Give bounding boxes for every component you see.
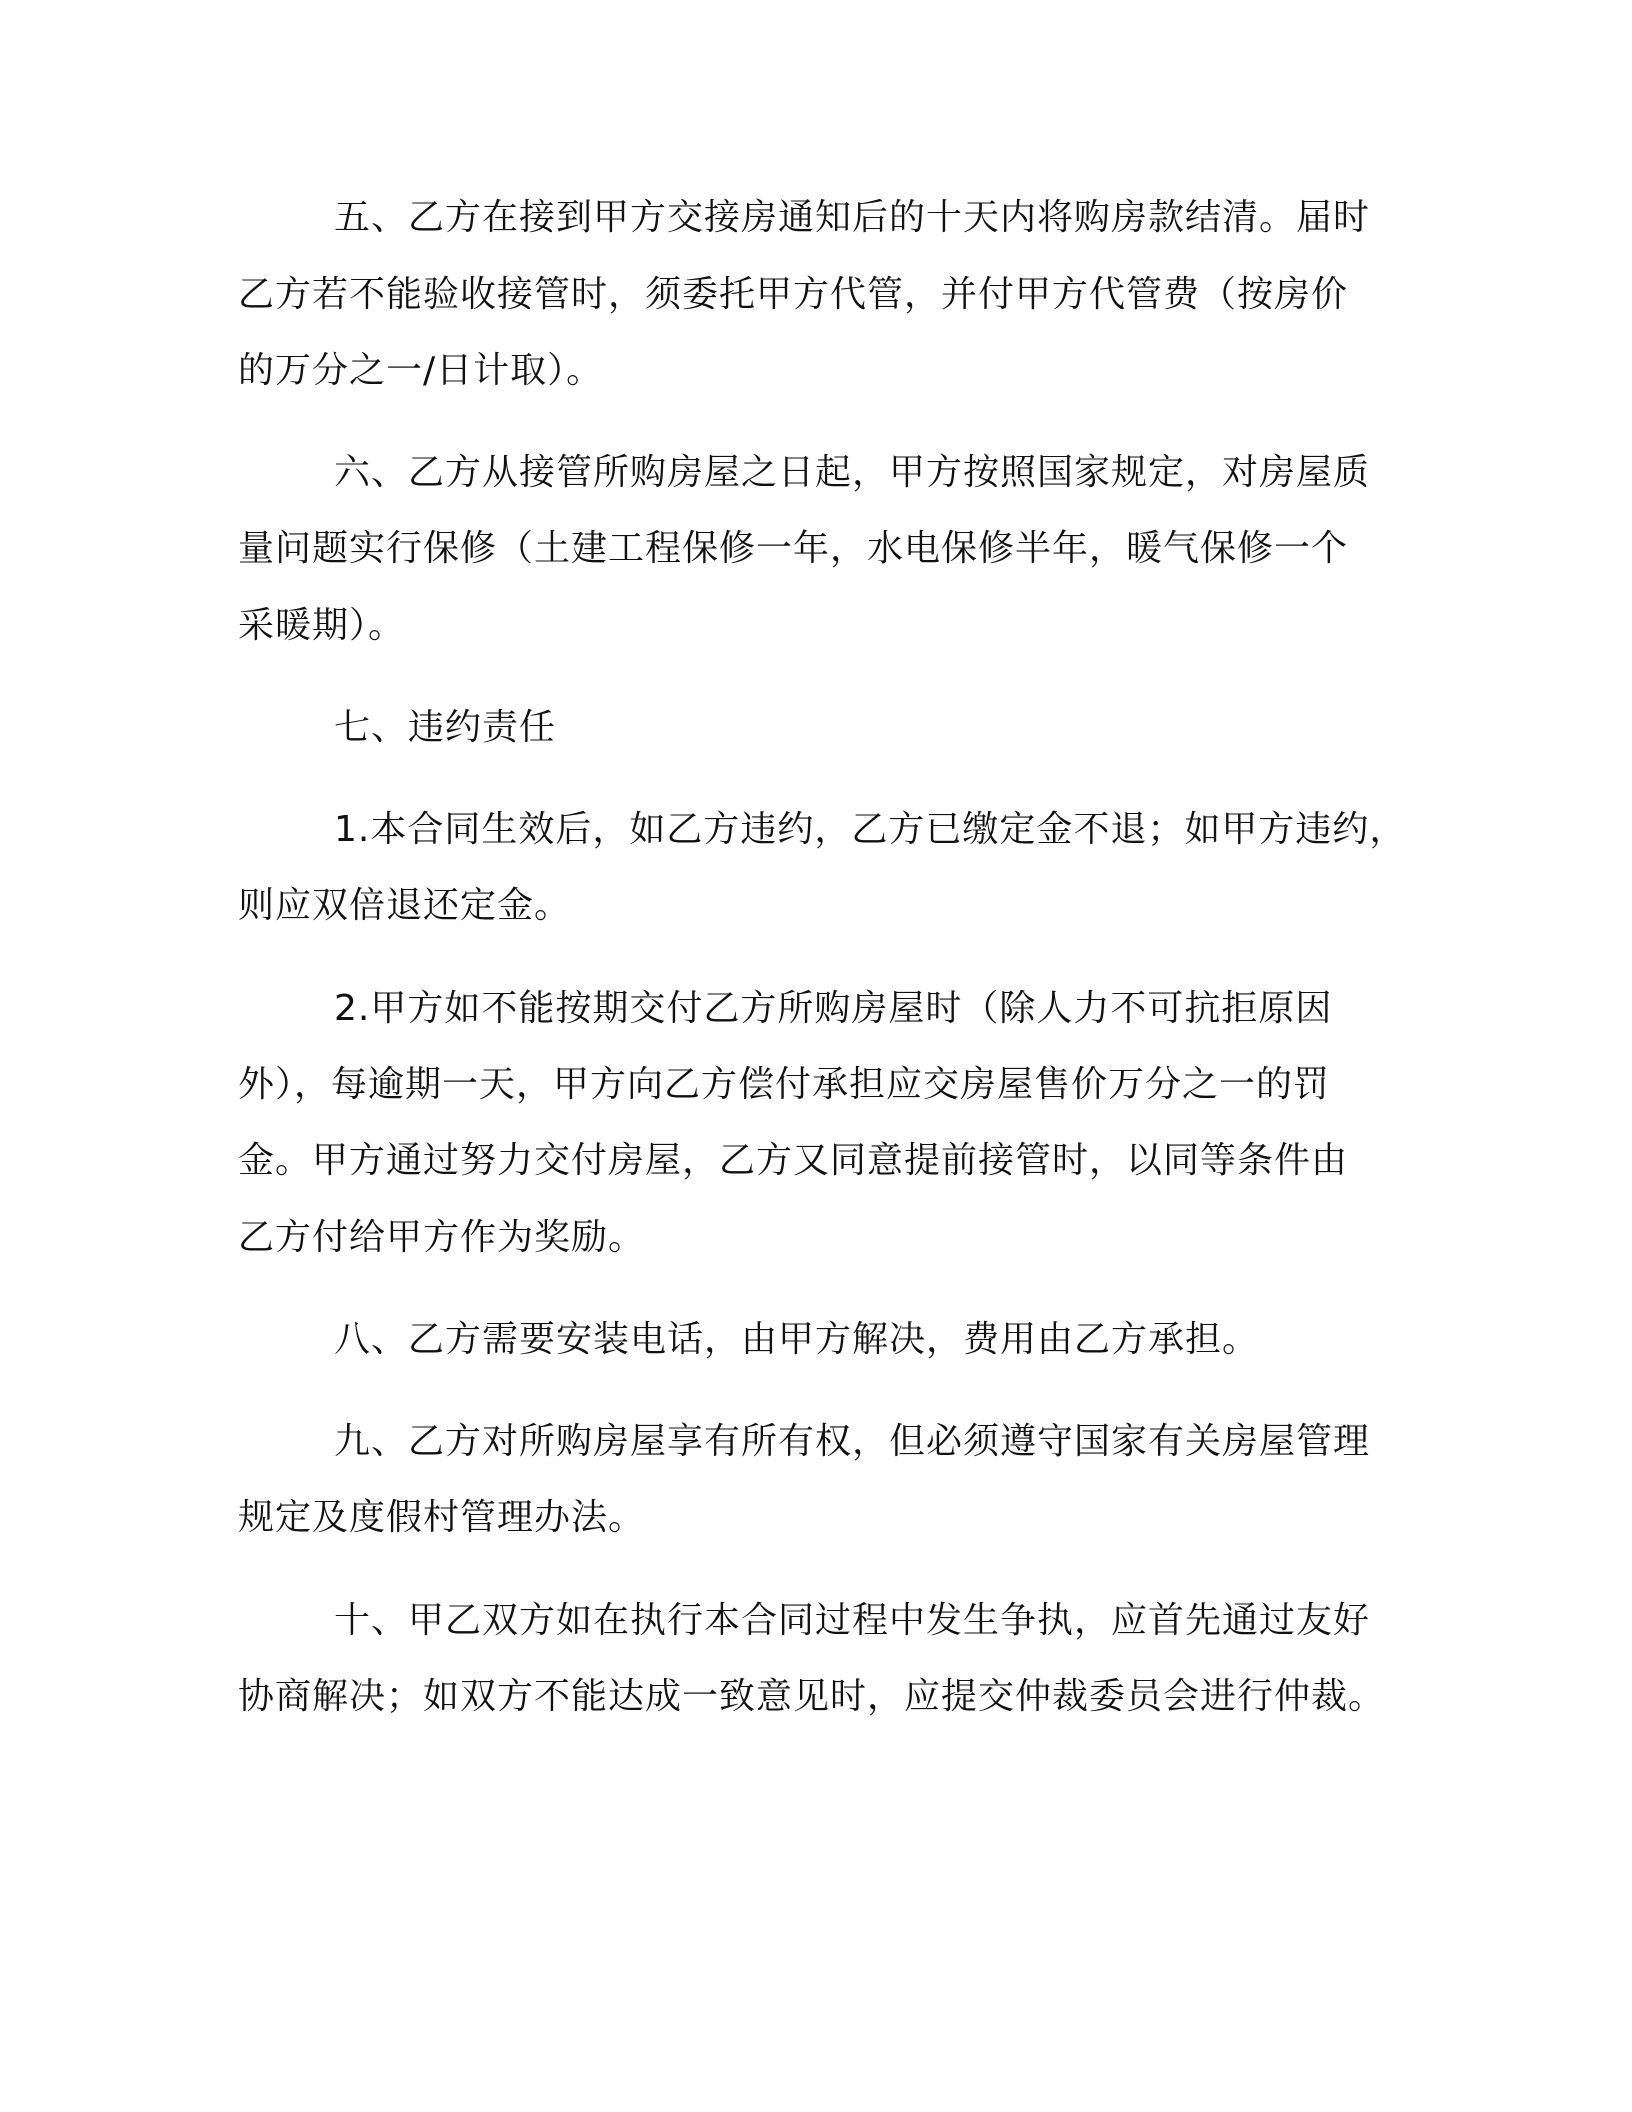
paragraph-5-line-2: 乙方若不能验收接管时，须委托甲方代管，并付甲方代管费（按房价 xyxy=(238,274,1349,315)
clause-7-1-line-2: 则应双倍退还定金。 xyxy=(238,885,572,926)
clause-7-2-line-2: 外），每逾期一天，甲方向乙方偿付承担应交房屋售价万分之一的罚 xyxy=(238,1064,1331,1105)
paragraph-10-line-2: 协商解决；如双方不能达成一致意见时，应提交仲裁委员会进行仲裁。 xyxy=(238,1676,1386,1717)
paragraph-6-line-2: 量问题实行保修（土建工程保修一年，水电保修半年，暖气保修一个 xyxy=(238,528,1349,569)
paragraph-8-line-1: 八、乙方需要安装电话，由甲方解决，费用由乙方承担。 xyxy=(334,1319,1260,1360)
paragraph-9-line-1: 九、乙方对所购房屋享有所有权，但必须遵守国家有关房屋管理 xyxy=(334,1421,1371,1462)
paragraph-5-line-3: 的万分之一/日计取）。 xyxy=(238,350,604,391)
paragraph-9-line-2: 规定及度假村管理办法。 xyxy=(238,1497,646,1538)
clause-7-1-line-1: 1.本合同生效后，如乙方违约，乙方已缴定金不退；如甲方违约， xyxy=(334,809,1407,850)
paragraph-6-line-1: 六、乙方从接管所购房屋之日起，甲方按照国家规定，对房屋质 xyxy=(334,452,1371,493)
clause-7-2-line-4: 乙方付给甲方作为奖励。 xyxy=(238,1217,646,1258)
paragraph-10-line-1: 十、甲乙双方如在执行本合同过程中发生争执，应首先通过友好 xyxy=(334,1600,1371,1641)
clause-7-2-line-3: 金。甲方通过努力交付房屋，乙方又同意提前接管时，以同等条件由 xyxy=(238,1140,1349,1181)
paragraph-6-line-3: 采暖期）。 xyxy=(238,605,406,646)
clause-7-2-line-1: 2.甲方如不能按期交付乙方所购房屋时（除人力不可抗拒原因 xyxy=(334,988,1333,1029)
section-7-heading: 七、违约责任 xyxy=(334,707,557,748)
paragraph-5-line-1: 五、乙方在接到甲方交接房通知后的十天内将购房款结清。届时 xyxy=(334,197,1371,238)
